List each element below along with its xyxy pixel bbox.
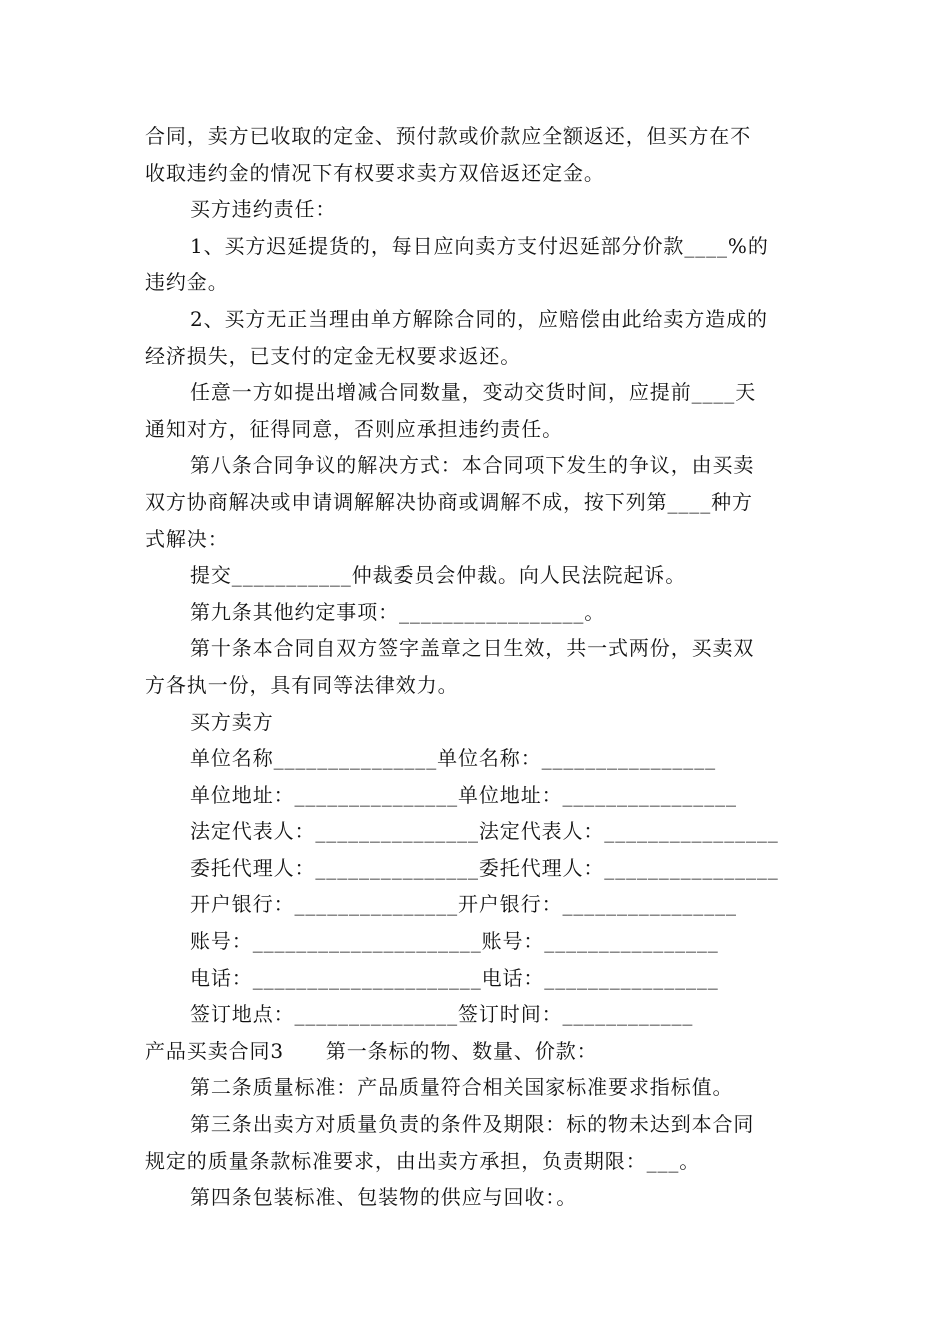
section-heading: 买方违约责任：	[190, 197, 337, 222]
paragraph-line: 违约金。	[145, 270, 229, 295]
signature-field: 账号：_____________________账号：________________	[190, 929, 719, 954]
paragraph-line: 第八条合同争议的解决方式：本合同项下发生的争议，由买卖	[190, 453, 755, 478]
signature-field: 法定代表人：_______________法定代表人：________________	[190, 819, 779, 844]
signature-field: 签订地点：_______________签订时间：____________	[190, 1002, 694, 1027]
paragraph-line: 任意一方如提出增减合同数量，变动交货时间，应提前____天	[190, 380, 757, 405]
signature-field: 电话：_____________________电话：________________	[190, 965, 719, 990]
paragraph-line: 1、买方迟延提货的，每日应向卖方支付迟延部分价款____%的	[190, 233, 769, 258]
signature-field: 单位地址：_______________单位地址：________________	[190, 782, 737, 807]
paragraph-line: 第九条其他约定事项：_________________。	[190, 599, 606, 624]
paragraph-line: 经济损失，已支付的定金无权要求返还。	[145, 343, 522, 368]
paragraph-line: 2、买方无正当理由单方解除合同的，应赔偿由此给卖方造成的	[190, 306, 768, 331]
paragraph-line: 收取违约金的情况下有权要求卖方双倍返还定金。	[145, 160, 605, 185]
signature-field: 单位名称_______________单位名称：________________	[190, 746, 716, 771]
signature-field: 委托代理人：_______________委托代理人：________________	[190, 855, 779, 880]
paragraph-line: 第三条出卖方对质量负责的条件及期限：标的物未达到本合同	[190, 1112, 755, 1137]
paragraph-line: 式解决：	[145, 526, 229, 551]
paragraph-line: 规定的质量条款标准要求，由出卖方承担，负责期限：___。	[145, 1148, 701, 1173]
signature-field: 开户银行：_______________开户银行：________________	[190, 892, 737, 917]
paragraph-line: 第二条质量标准：产品质量符合相关国家标准要求指标值。	[190, 1075, 734, 1100]
document-body	[145, 118, 810, 1216]
paragraph-line: 第十条本合同自双方签字盖章之日生效，共一式两份，买卖双	[190, 636, 755, 661]
paragraph-line: 双方协商解决或申请调解解决协商或调解不成，按下列第____种方	[145, 489, 753, 514]
paragraph-line: 方各执一份，具有同等法律效力。	[145, 672, 459, 697]
signature-heading: 买方卖方	[190, 709, 274, 734]
paragraph-line: 通知对方，征得同意，否则应承担违约责任。	[145, 416, 563, 441]
paragraph-line: 合同，卖方已收取的定金、预付款或价款应全额返还，但买方在不	[145, 124, 752, 148]
paragraph-line: 提交___________仲裁委员会仲裁。向人民法院起诉。	[190, 563, 687, 588]
contract-title-line: 产品买卖合同3 第一条标的物、数量、价款：	[145, 1038, 598, 1063]
paragraph-line: 第四条包装标准、包装物的供应与回收：。	[190, 1185, 578, 1210]
